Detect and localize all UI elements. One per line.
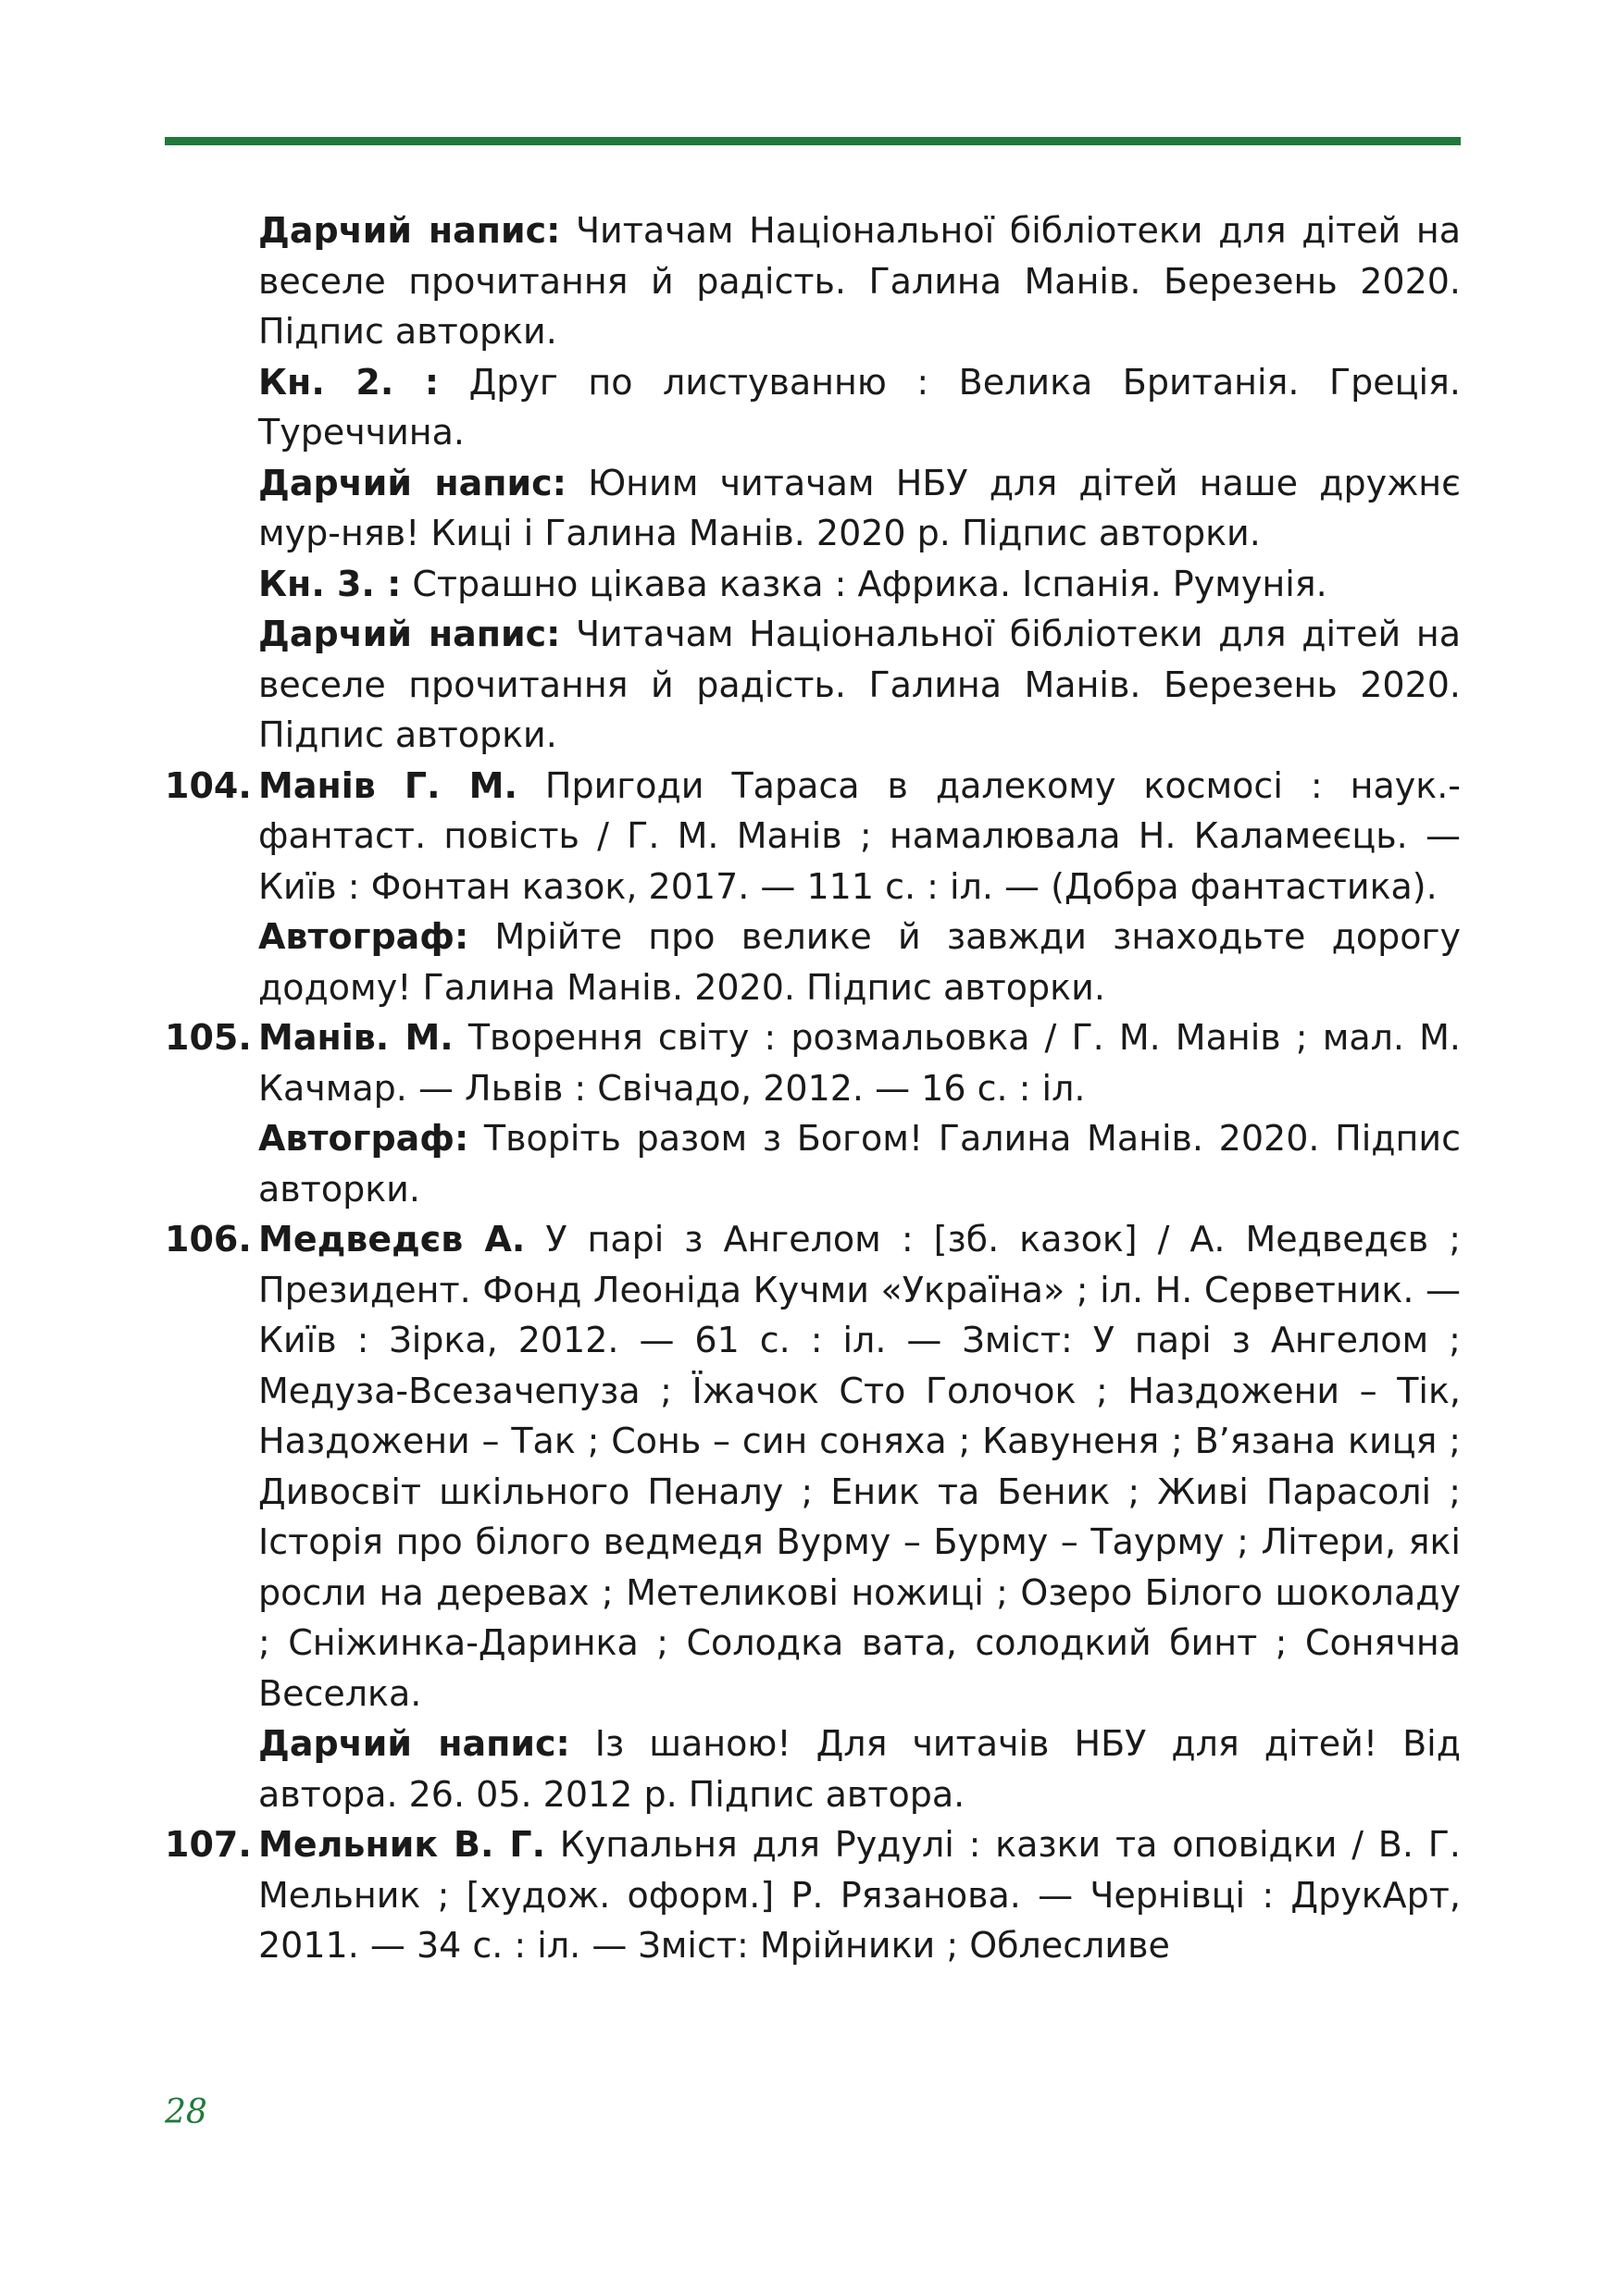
- entry-author: Манів. М.: [258, 1017, 454, 1058]
- header-rule: [165, 137, 1461, 145]
- entry-number: 107.: [165, 1824, 252, 1865]
- inscription-paragraph: [258, 1719, 1461, 1819]
- entry-author: Мельник В. Г.: [258, 1824, 546, 1865]
- paragraph-label: Кн. 3. :: [258, 563, 402, 604]
- bibliography-body: [165, 205, 1461, 1971]
- paragraph-text: Читачам Національної бібліотеки для дітей на веселе прочитання й радість. Галина Манів. Березень 2020. Підпис авторки.: [258, 614, 1462, 755]
- bibliography-entry: [165, 1012, 1461, 1113]
- book-part-paragraph: [258, 357, 1461, 458]
- paragraph-label: Дарчий напис:: [258, 1723, 570, 1764]
- paragraph-text: Страшно цікава казка : Африка. Іспанія. Румунія.: [401, 563, 1327, 604]
- inscription-paragraph: [258, 205, 1461, 357]
- inscription-paragraph: [258, 609, 1461, 761]
- entry-author: Манів Г. М.: [258, 764, 517, 806]
- entry-text: Пригоди Тараса в далекому космосі : наук.-фантаст. повість / Г. М. Манів ; намалювала Н. Каламеєць. — Київ : Фонтан казок, 2017. — 111 с. : іл. — (Добра фантастика).: [258, 764, 1461, 907]
- paragraph-text: Друг по листуванню : Велика Британія. Греція. Туреччина.: [258, 361, 1461, 453]
- paragraph-label: Кн. 2. :: [258, 361, 440, 403]
- autograph-paragraph: [258, 1113, 1461, 1214]
- paragraph-label: Автограф:: [258, 916, 469, 957]
- paragraph-text: Мрійте про велике й завжди знаходьте дорогу додому! Галина Манів. 2020. Підпис авторки.: [258, 916, 1461, 1008]
- page-number: 28: [165, 2093, 207, 2131]
- autograph-paragraph: [258, 912, 1461, 1012]
- bibliography-entry: [165, 1819, 1461, 1971]
- paragraph-text: Творіть разом з Богом! Галина Манів. 2020. Підпис авторки.: [258, 1118, 1461, 1210]
- bibliography-entry: [165, 1214, 1461, 1719]
- entry-text: Купальня для Рудулі : казки та оповідки / В. Г. Мельник ; [худож. оформ.] Р. Рязанова. — Чернівці : ДрукАрт, 2011. — 34 с. : іл. — Зміст: Мрійники ; Облесливе: [258, 1824, 1461, 1966]
- paragraph-text: Із шаною! Для читачів НБУ для дітей! Від автора. 26. 05. 2012 р. Підпис автора.: [258, 1723, 1461, 1815]
- paragraph-label: Дарчий напис:: [258, 614, 561, 654]
- paragraph-text: Читачам Національної бібліотеки для дітей на веселе прочитання й радість. Галина Манів. Березень 2020. Підпис авторки.: [258, 210, 1462, 352]
- bibliography-entry: [165, 761, 1461, 912]
- entry-text: Творення світу : розмальовка / Г. М. Манів ; мал. М. Качмар. — Львів : Свічадо, 2012. — 16 с. : іл.: [258, 1017, 1461, 1109]
- book-part-paragraph: [258, 559, 1461, 610]
- entry-number: 104.: [165, 764, 252, 806]
- paragraph-label: Автограф:: [258, 1118, 469, 1159]
- entry-text: У парі з Ангелом : [зб. казок] / А. Медведєв ; Президент. Фонд Леоніда Кучми «Україна» ; іл. Н. Серветник. — Київ : Зірка, 2012. — 61 с. : іл. — Зміст: У парі з Ангелом ; Медуза-Всезачепуза ; Їжачок Сто Голочок ; Наздожени – Тік, Наздожени – Так ; Сонь – син соняха ; Кавуненя ; В’язана киця ; Дивосвіт шкільного Пеналу ; Еник та Беник ; Живі Парасолі ; Історія про білого ведмедя Вурму – Бурму – Таурму ; Літери, які росли на деревах ; Метеликові ножиці ; Озеро Білого шоколаду ; Сніжинка-Даринка ; Солодка вата, солодкий бинт ; Сонячна Веселка.: [258, 1219, 1461, 1714]
- paragraph-text: Юним читачам НБУ для дітей наше дружнє мур-няв! Киці і Галина Манів. 2020 р. Підпис авторки.: [258, 462, 1461, 553]
- entry-author: Медведєв А.: [258, 1219, 526, 1260]
- paragraph-label: Дарчий напис:: [258, 462, 567, 503]
- paragraph-label: Дарчий напис:: [258, 210, 561, 251]
- inscription-paragraph: [258, 458, 1461, 559]
- entry-number: 106.: [165, 1219, 252, 1260]
- entry-number: 105.: [165, 1017, 252, 1058]
